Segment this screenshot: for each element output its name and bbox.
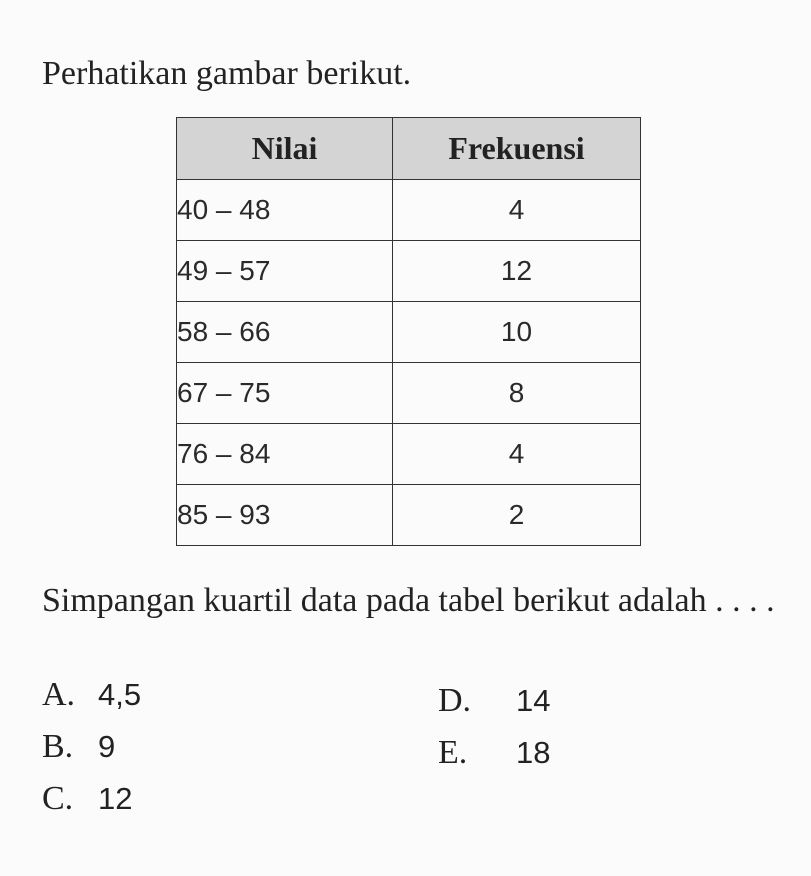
option-a[interactable]: [42, 675, 141, 715]
table-row: [177, 363, 641, 424]
option-letter: C.: [42, 780, 74, 817]
option-value: 9: [98, 729, 116, 764]
option-letter: B.: [42, 728, 74, 765]
option-value: 14: [516, 683, 551, 718]
nilai-cell: 40 – 48: [177, 180, 393, 241]
option-c[interactable]: [42, 779, 132, 819]
nilai-cell: 76 – 84: [177, 424, 393, 485]
option-letter: E.: [438, 734, 468, 771]
option-letter: D.: [438, 682, 472, 719]
option-letter: A.: [42, 676, 76, 713]
option-d[interactable]: [438, 681, 550, 721]
table-row: [177, 424, 641, 485]
option-b[interactable]: [42, 727, 115, 767]
table-row: [177, 241, 641, 302]
nilai-cell: 67 – 75: [177, 363, 393, 424]
frekuensi-cell: 12: [393, 241, 641, 302]
frekuensi-cell: 8: [393, 363, 641, 424]
frekuensi-cell: 2: [393, 485, 641, 546]
frekuensi-cell: 4: [393, 424, 641, 485]
nilai-cell: 85 – 93: [177, 485, 393, 546]
nilai-cell: 49 – 57: [177, 241, 393, 302]
table-row: [177, 485, 641, 546]
frekuensi-cell: 10: [393, 302, 641, 363]
table-row: [177, 180, 641, 241]
question-text: Simpangan kuartil data pada tabel berikut adalah . . . .: [42, 582, 775, 619]
intro-text: Perhatikan gambar berikut.: [42, 55, 412, 92]
frequency-table: [176, 117, 641, 546]
frekuensi-cell: 4: [393, 180, 641, 241]
table-header-row: [177, 118, 641, 180]
table-row: [177, 302, 641, 363]
nilai-cell: 58 – 66: [177, 302, 393, 363]
header-nilai: Nilai: [177, 118, 393, 180]
header-frekuensi: Frekuensi: [393, 118, 641, 180]
option-e[interactable]: [438, 733, 550, 773]
option-value: 18: [516, 735, 551, 770]
option-value: 4,5: [98, 677, 142, 712]
option-value: 12: [98, 781, 133, 816]
